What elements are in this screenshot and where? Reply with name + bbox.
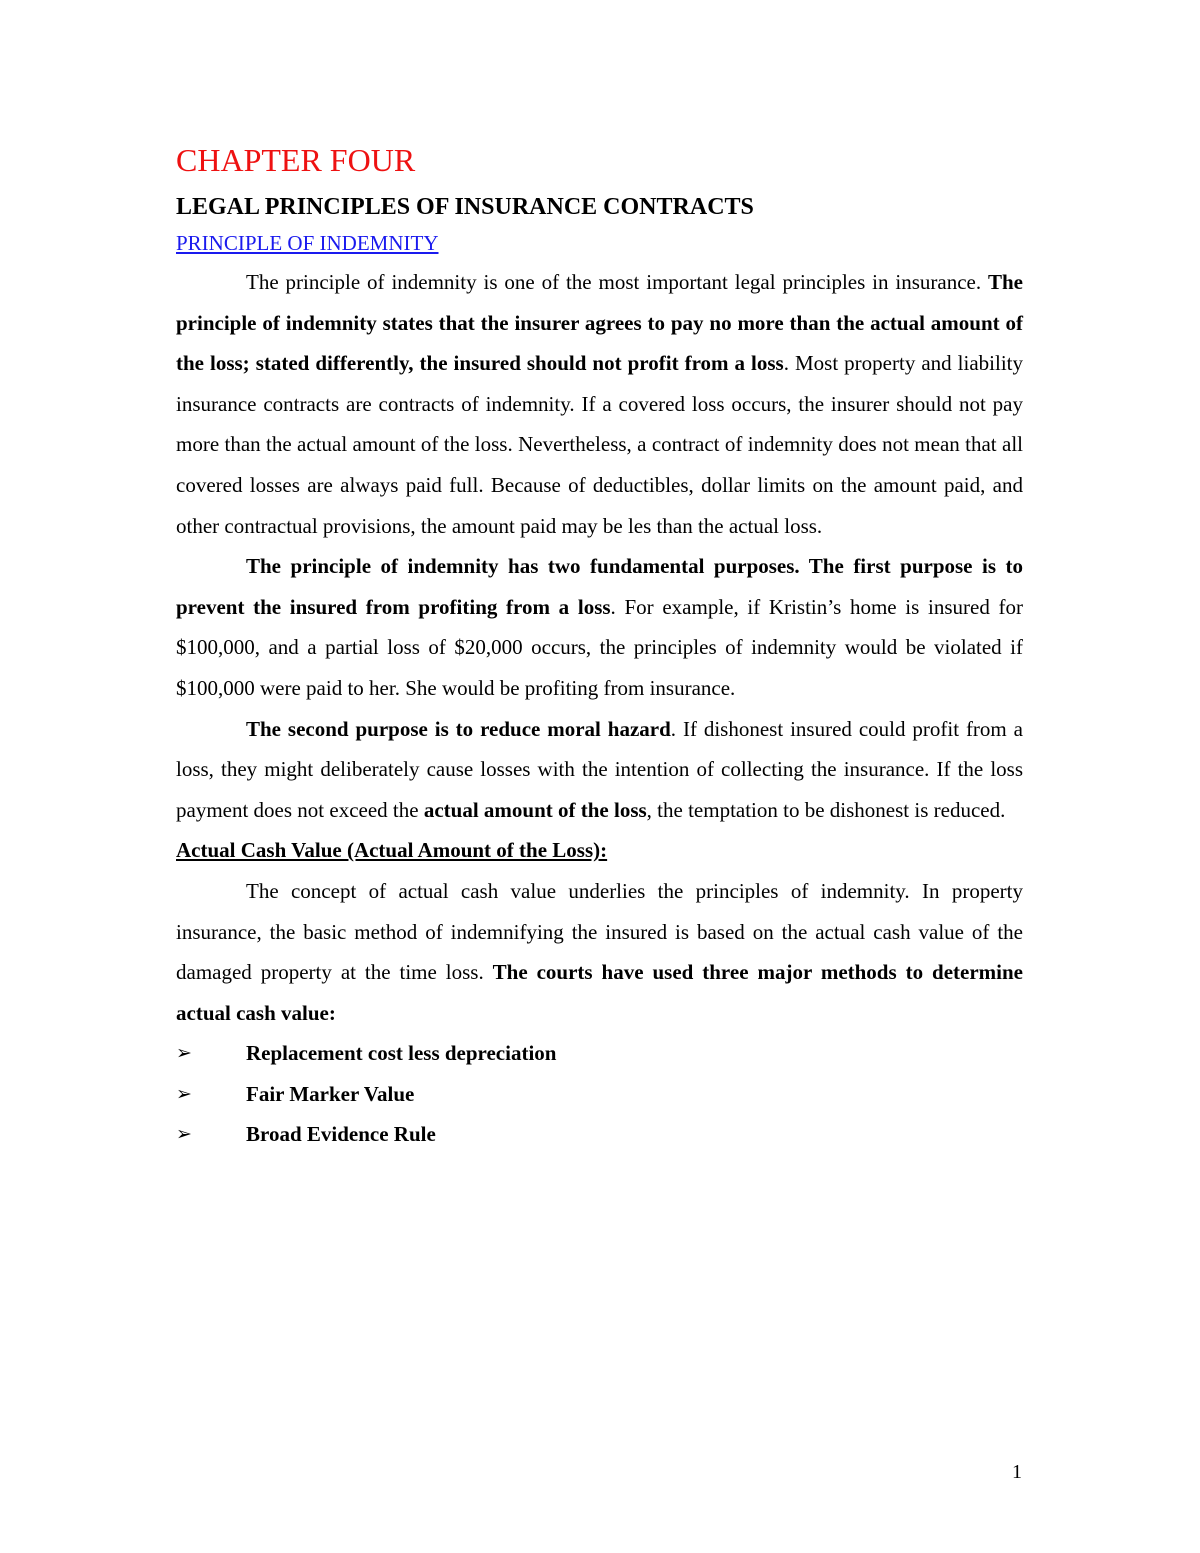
list-item bbox=[176, 1033, 1023, 1074]
chapter-title: CHAPTER FOUR bbox=[176, 142, 416, 178]
arrow-bullet-icon: ➢ bbox=[176, 1082, 192, 1105]
bold-run: The principle of indemnity states that the insurer agrees to pay no more than the actual amount of the loss; stated differently, the insured should not profit from a loss bbox=[176, 270, 1023, 376]
paragraph-indemnity-intro bbox=[176, 262, 1023, 546]
subheading-actual-cash-value: Actual Cash Value (Actual Amount of the Loss): bbox=[176, 838, 608, 863]
list-item-label: Broad Evidence Rule bbox=[246, 1122, 436, 1147]
bold-run: actual amount of the loss bbox=[423, 797, 647, 822]
text-run: . Most property and liability insurance contracts are contracts of indemnity. If a covered loss occurs, the insurer should not pay more than the actual amount of the loss. Nevertheless, a contract of indemnity does not mean that all covered losses are always paid full. Because of deductibles, dollar limits on the amount paid, and other contractual provisions, the amount paid may be les than the actual loss. bbox=[176, 351, 1023, 538]
list-item-label: Replacement cost less depreciation bbox=[246, 1041, 557, 1066]
bold-run: The second purpose is to reduce moral hazard bbox=[246, 716, 671, 741]
list-item-label: Fair Marker Value bbox=[246, 1081, 415, 1106]
paragraph-actual-cash-value bbox=[176, 871, 1023, 1033]
document-page bbox=[176, 138, 1023, 1155]
text-run: The principle of indemnity is one of the most important legal principles in insurance. bbox=[246, 270, 988, 294]
section-link-principle-of-indemnity[interactable]: PRINCIPLE OF INDEMNITY bbox=[176, 231, 439, 255]
list-item bbox=[176, 1114, 1023, 1155]
bold-run: The principle of indemnity has two fundamental purposes. The first purpose is to prevent the insured from profiting from a loss bbox=[176, 554, 1023, 619]
text-run: . For example, if Kristin’s home is insured for $100,000, and a partial loss of $20,000 occurs, the principles of indemnity would be violated if $100,000 were paid to her. She would be profiting from insurance. bbox=[176, 594, 1023, 700]
paragraph-two-purposes bbox=[176, 546, 1023, 708]
methods-list bbox=[176, 1033, 1023, 1155]
text-run: The concept of actual cash value underlies the principles of indemnity. In property insurance, the basic method of indemnifying the insured is based on the actual cash value of the damaged property at the time loss. bbox=[176, 878, 1023, 985]
arrow-bullet-icon: ➢ bbox=[176, 1123, 192, 1146]
text-run: , the temptation to be dishonest is reduced. bbox=[646, 797, 1006, 822]
bold-run: The courts have used three major methods to determine actual cash value: bbox=[176, 960, 1023, 1025]
paragraph-moral-hazard bbox=[176, 709, 1023, 831]
list-item bbox=[176, 1074, 1023, 1115]
text-run: . If dishonest insured could profit from a loss, they might deliberately cause losses with the intention of collecting the insurance. If the loss payment does not exceed the bbox=[176, 716, 1023, 822]
page-number: 1 bbox=[1012, 1461, 1022, 1483]
document-title: LEGAL PRINCIPLES OF INSURANCE CONTRACTS bbox=[176, 194, 754, 220]
arrow-bullet-icon: ➢ bbox=[176, 1042, 192, 1065]
